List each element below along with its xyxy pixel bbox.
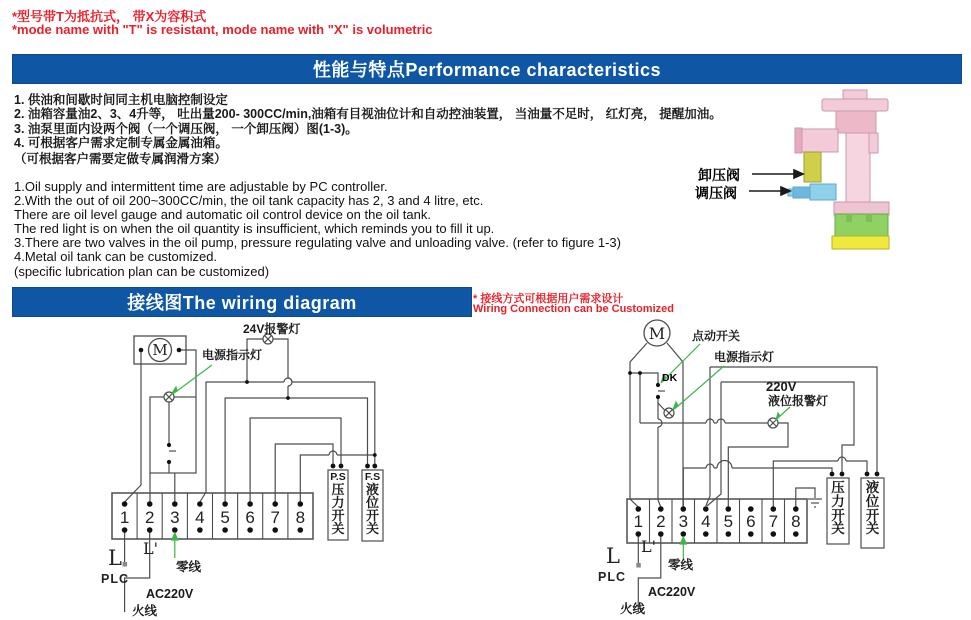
left-power-light-label: 电源指示灯 <box>202 348 263 362</box>
svg-text:8: 8 <box>791 512 801 531</box>
left-ac-label: AC220V <box>146 587 194 601</box>
right-plc-label: PLC <box>598 570 626 584</box>
base-green-ring <box>835 214 888 237</box>
base-yellow-cap <box>832 236 889 249</box>
feature-en-1: 1.Oil supply and intermittent time are adjustable by PC controller. <box>14 179 388 194</box>
right-dk-label: DK <box>662 372 678 384</box>
valve-figure <box>0 0 971 300</box>
valve-neck <box>836 111 876 133</box>
right-jog-switch-label: 点动开关 <box>692 329 741 343</box>
wiring-diagram-canvas <box>0 318 971 620</box>
svg-text:1: 1 <box>119 508 130 527</box>
left-pressure-switch-label <box>328 472 348 536</box>
feature-zh-4: 4. 可根据客户需求定制专属金属油箱。 <box>14 136 228 150</box>
left-line-l-label: L <box>108 546 122 570</box>
right-alarm-light-label: 液位报警灯 <box>768 394 829 408</box>
left-live-label: 火线 <box>132 604 158 618</box>
left-line-l2-label: L' <box>143 539 159 558</box>
right-power-lamp-icon <box>664 408 674 418</box>
left-alarm-light-label: 24V报警灯 <box>243 322 301 336</box>
feature-en-3: There are oil level gauge and automatic oil control device on the oil tank. <box>14 207 431 222</box>
feature-en-6: 4.Metal oil tank can be customized. <box>14 249 218 264</box>
svg-text:6: 6 <box>245 508 255 527</box>
svg-text:2: 2 <box>144 508 155 527</box>
unload-valve-arrowhead <box>794 170 803 178</box>
model-note-en: *mode name with "T" is resistant, mode name with "X" is volumetric <box>12 22 433 37</box>
svg-text:3: 3 <box>170 508 180 527</box>
wiring-note-zh: * 接线方式可根据用户需求设计 <box>473 293 624 305</box>
svg-text:4: 4 <box>195 508 205 527</box>
unload-valve-label: 卸压阀 <box>698 167 740 183</box>
regulating-valve-tip <box>793 187 810 198</box>
svg-text:7: 7 <box>768 512 779 531</box>
wiring-banner <box>12 287 472 317</box>
right-pressure-switch-label: 压力开关 <box>831 480 845 537</box>
feature-zh-note: （可根据客户需要定做专属润滑方案） <box>14 152 227 166</box>
model-note-zh: *型号带T为抵抗式， 带X为容积式 <box>12 9 207 24</box>
valve-top-flange <box>822 99 888 111</box>
feature-en-5: 3.There are two valves in the oil pump, pressure regulating valve and unloading valve. (refer to figure 1-3) <box>14 235 621 250</box>
wiring-banner-title: 接线图The wiring diagram <box>127 293 357 313</box>
wiring-note-en: Wiring Connection can be Customized <box>473 303 674 315</box>
svg-text:7: 7 <box>270 508 280 527</box>
right-power-light-label: 电源指示灯 <box>714 350 775 364</box>
fs-abbr: F.S <box>364 471 381 483</box>
right-live-label: 火线 <box>620 602 646 616</box>
unload-valve-body <box>804 152 821 182</box>
svg-text:4: 4 <box>701 512 711 531</box>
valve-left-port <box>800 129 838 152</box>
svg-text:5: 5 <box>220 508 230 527</box>
right-ac-label: AC220V <box>648 585 696 599</box>
regulating-valve-body <box>810 184 836 200</box>
svg-text:5: 5 <box>723 512 734 531</box>
left-neutral-label: 零线 <box>176 560 202 574</box>
svg-text:1: 1 <box>633 512 644 531</box>
left-motor-label: M <box>152 341 168 359</box>
right-line-l-label: L <box>606 544 620 568</box>
valve-right-port <box>869 133 878 153</box>
base-notch-2 <box>866 214 872 222</box>
feature-zh-3: 3. 油泵里面内设两个阀（一个调压阀， 一个卸压阀）图(1-3)。 <box>14 122 358 136</box>
valve-bottom-flange <box>834 202 889 215</box>
fs-name: 液位开关 <box>365 481 379 537</box>
right-level-switch-label: 液位开关 <box>865 480 880 537</box>
left-plc-label: PLC <box>101 572 129 586</box>
feature-zh-1: 1. 供油和间歇时间同主机电脑控制设定 <box>14 93 228 107</box>
svg-text:2: 2 <box>656 512 666 531</box>
performance-banner-title: 性能与特点Performance characteristics <box>312 60 662 80</box>
base-notch-1 <box>846 214 852 222</box>
right-line-l2-label: L' <box>641 537 657 556</box>
right-motor-label: M <box>648 324 666 343</box>
feature-zh-2: 2. 油箱容量油2、3、4升等， 吐出量200- 300CC/min,油箱有目视油位计和自动控油装置， 当油量不足时， 红灯亮， 提醒加油。 <box>14 107 722 121</box>
right-alarm-voltage-label: 220V <box>766 379 797 394</box>
left-level-switch-label <box>362 472 383 536</box>
feature-en-4: The red light is on when the oil quantity is insufficient, which reminds you to fill it up. <box>14 221 495 236</box>
ps-abbr: P.S <box>330 471 346 483</box>
valve-left-ring <box>795 128 802 153</box>
regulating-valve-label: 调压阀 <box>695 185 737 201</box>
feature-en-2: 2.With the out of oil 200~300CC/min, the oil tank capacity has 2, 3 and 4 litre, etc. <box>14 193 484 208</box>
ps-name: 压力开关 <box>331 481 345 537</box>
right-neutral-label: 零线 <box>668 558 694 572</box>
feature-en-note: (specific lubrication plan can be customized) <box>14 264 270 279</box>
svg-text:3: 3 <box>678 512 689 531</box>
svg-text:6: 6 <box>746 512 756 531</box>
svg-text:8: 8 <box>295 508 306 527</box>
